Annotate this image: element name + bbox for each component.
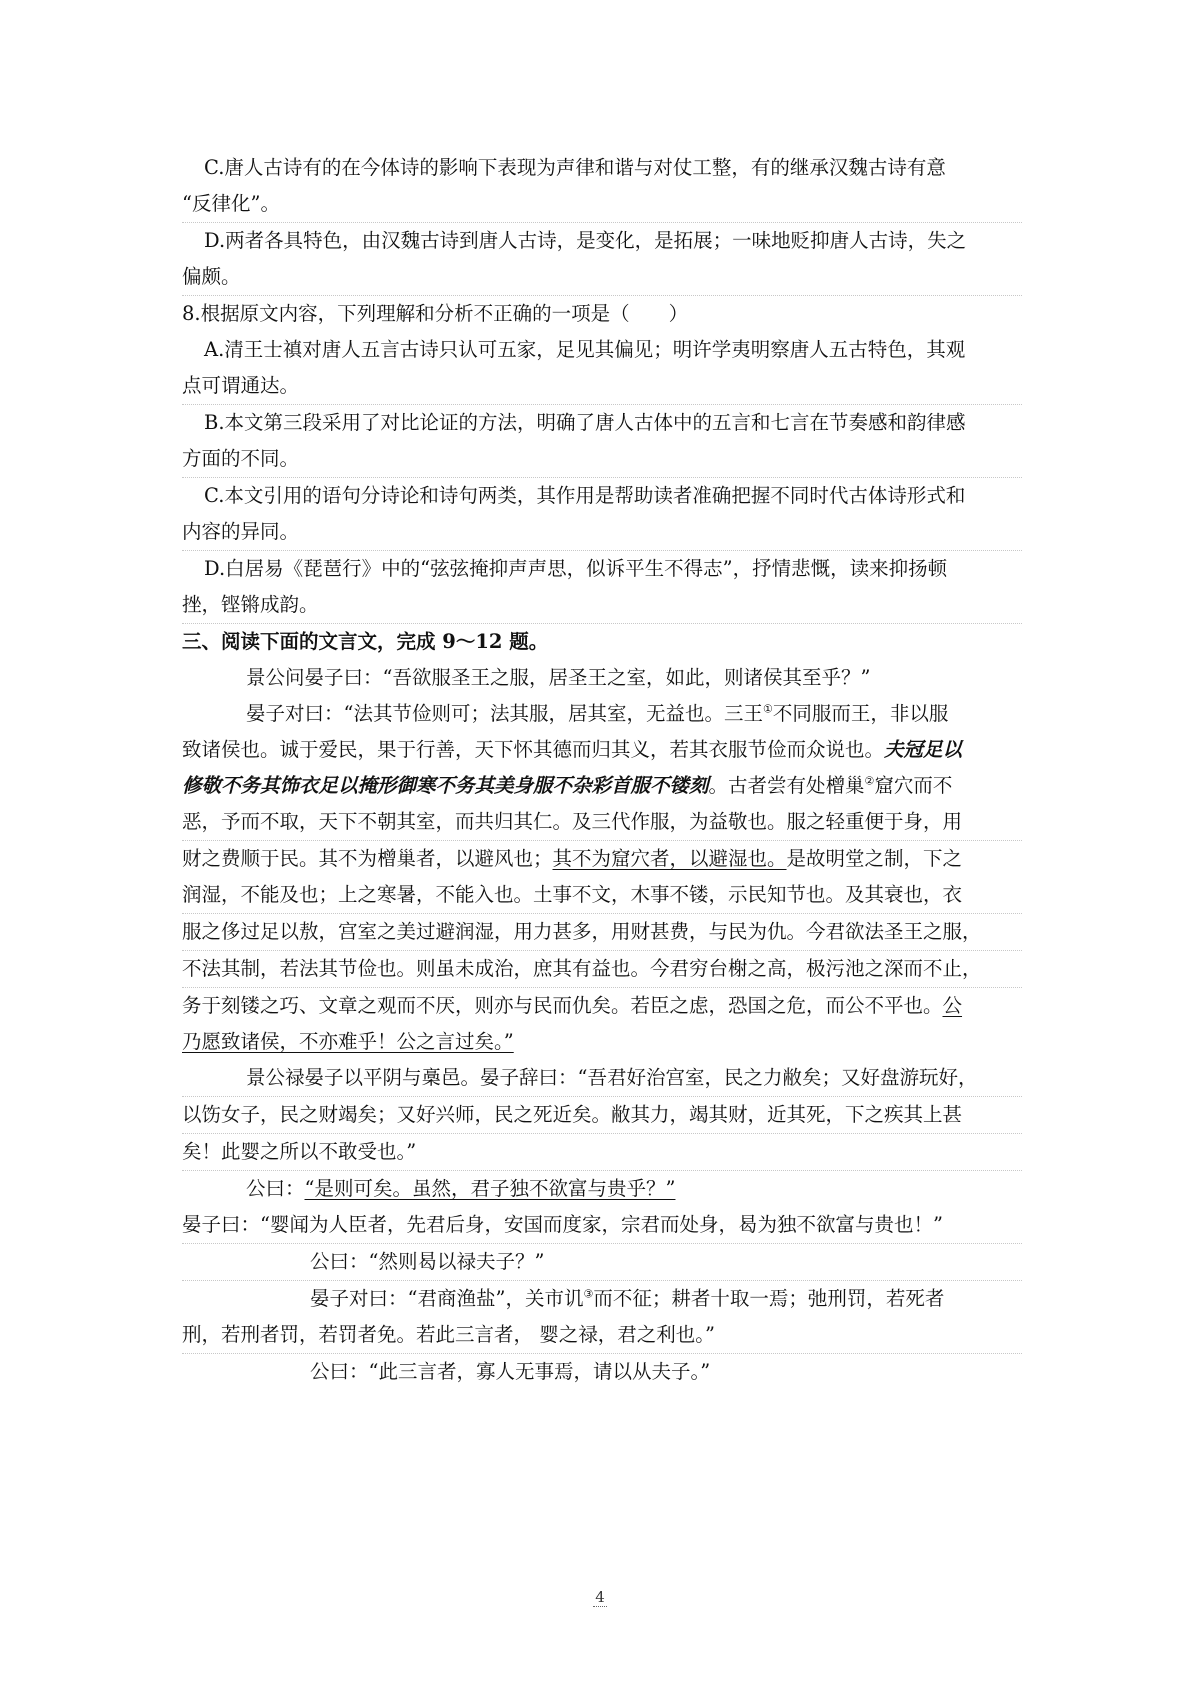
passage-line	[182, 732, 1022, 768]
q7-option-d-line1: D.两者各具特色，由汉魏古诗到唐人古诗，是变化，是拓展；一味地贬抑唐人古诗，失之	[204, 229, 967, 252]
q8-option-a-line1: A.清王士禛对唐人五言古诗只认可五家，足见其偏见；明许学夷明察唐人五古特色，其观	[204, 338, 966, 361]
passage-line: 服之侈过足以敖，宫室之美过避润湿，用力甚多，用财甚费，与民为仇。今君欲法圣王之服，	[182, 914, 1022, 951]
passage-text: 晏子对曰：“君商渔盐”，关市讥	[310, 1287, 584, 1310]
underlined-sentence: 公	[942, 994, 963, 1017]
translation-sentence-bold: 夫冠足以	[884, 738, 963, 761]
passage-line: 景公问晏子曰：“吾欲服圣王之服，居圣王之室，如此，则诸侯其至乎？”	[246, 666, 871, 689]
footnote-marker-2: ②	[864, 774, 875, 788]
passage-text: 是故明堂之制，下之	[786, 847, 963, 870]
q8-option-b-line2: 方面的不同。	[182, 441, 1022, 478]
passage-line: 矣！此婴之所以不敢受也。”	[182, 1134, 1022, 1171]
section-3-title: 三、阅读下面的文言文，完成 9～12 题。	[182, 630, 549, 653]
passage-line: 晏子曰：“婴闻为人臣者，先君后身，安国而度家，宗君而处身，曷为独不欲富与贵也！”	[182, 1207, 1022, 1244]
passage-line: 公曰：“此三言者，寡人无事焉，请以从夫子。”	[310, 1360, 711, 1383]
underlined-sentence: 乃愿致诸侯，不亦难乎！公之言过矣。”	[182, 1030, 514, 1053]
q8-option-d-line1: D.白居易《琵琶行》中的“弦弦掩抑声声思，似诉平生不得志”，抒情悲慨，读来抑扬顿	[204, 557, 948, 580]
passage-line	[182, 988, 1022, 1024]
q7-option-c-line2: “反律化”。	[182, 186, 1022, 223]
passage-line	[182, 1281, 1022, 1317]
passage-line: 润湿，不能及也；上之寒暑，不能入也。土事不文，木事不镂，示民知节也。及其衰也，衣	[182, 877, 1022, 914]
passage-line	[182, 696, 1022, 732]
passage-text: 不同服而王，非以服	[772, 702, 949, 725]
q8-option-d-line2: 挫，铿锵成韵。	[182, 587, 1022, 624]
passage-line: 公曰：“然则曷以禄夫子？”	[182, 1244, 1022, 1281]
document-page	[182, 150, 1022, 1390]
passage-line: 刑，若刑者罚，若罚者免。若此三言者， 婴之禄，君之利也。”	[182, 1317, 1022, 1354]
passage-text: 致诸侯也。诚于爱民，果于行善，天下怀其德而归其义，若其衣服节俭而众说也。	[182, 738, 885, 761]
passage-text: 务于刻镂之巧、文章之观而不厌，则亦与民而仇矣。若臣之虑，恐国之危，而公不平也。	[182, 994, 943, 1017]
underlined-sentence: “是则可矣。虽然，君子独不欲富与贵乎？”	[304, 1177, 676, 1200]
passage-text: 公曰：	[246, 1177, 305, 1200]
passage-text: 窟穴而不	[874, 774, 953, 797]
footnote-marker-3: ③	[583, 1287, 594, 1301]
passage-line: 不法其制，若法其节俭也。则虽未成治，庶其有益也。今君穷台榭之高，极污池之深而不止，	[182, 951, 1022, 988]
passage-text: 财之费顺于民。其不为橧巢者，以避风也；	[182, 847, 553, 870]
passage-line: 景公禄晏子以平阴与槀邑。晏子辞曰：“吾君好治宫室，民之力敝矣；又好盘游玩好，	[182, 1060, 1022, 1097]
passage-line	[182, 1024, 1022, 1060]
translation-sentence-bold: 修敬不务其饰衣足以掩形御寒不务其美身服不杂彩首服不镂刻	[182, 774, 709, 797]
passage-line: 以饬女子，民之财竭矣；又好兴师，民之死近矣。敝其力，竭其财，近其死，下之疾其上甚	[182, 1097, 1022, 1134]
q8-stem: 8.根据原文内容，下列理解和分析不正确的一项是（ ）	[182, 302, 689, 325]
q8-option-a-line2: 点可谓通达。	[182, 368, 1022, 405]
footnote-marker-1: ①	[762, 702, 773, 716]
q7-option-c-line1: C.唐人古诗有的在今体诗的影响下表现为声律和谐与对仗工整，有的继承汉魏古诗有意	[204, 156, 946, 179]
passage-text: 而不征；耕者十取一焉；弛刑罚，若死者	[593, 1287, 945, 1310]
passage-text: 。古者尝有处橧巢	[708, 774, 865, 797]
q8-option-c-line1: C.本文引用的语句分诗论和诗句两类，其作用是帮助读者准确把握不同时代古体诗形式和	[204, 484, 966, 507]
passage-line	[182, 768, 1022, 804]
q7-option-d-line2: 偏颇。	[182, 259, 1022, 296]
page-footer	[0, 1588, 1200, 1607]
passage-text: 晏子对曰：“法其节俭则可；法其服，居其室，无益也。三王	[246, 702, 763, 725]
page-number: 4	[595, 1588, 605, 1606]
q8-option-b-line1: B.本文第三段采用了对比论证的方法，明确了唐人古体中的五言和七言在节奏感和韵律感	[204, 411, 966, 434]
underlined-sentence: 其不为窟穴者，以避湿也。	[552, 847, 787, 870]
passage-line	[182, 1171, 1022, 1207]
q8-option-c-line2: 内容的异同。	[182, 514, 1022, 551]
passage-line: 恶，予而不取，天下不朝其室，而共归其仁。及三代作服，为益敬也。服之轻重便于身，用	[182, 804, 1022, 841]
passage-line	[182, 841, 1022, 877]
